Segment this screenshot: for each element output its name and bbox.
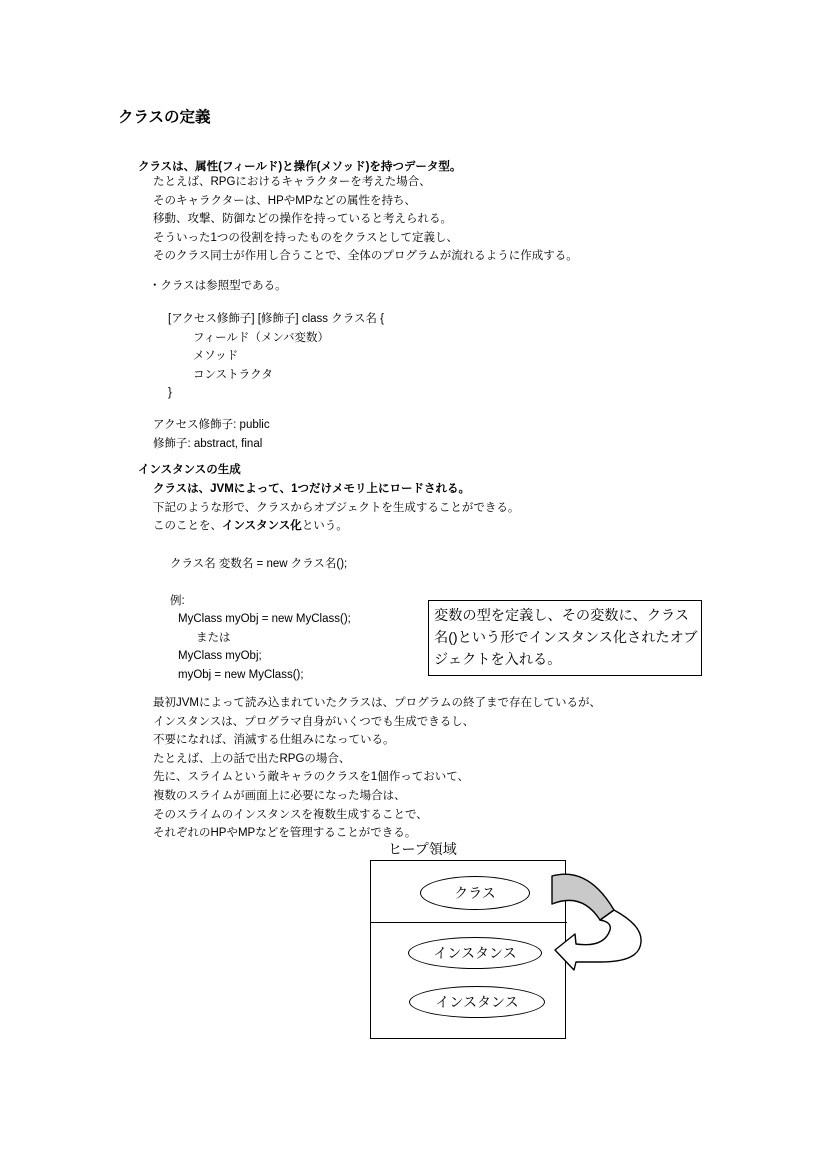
intro-line: そういった1つの役割を持ったものをクラスとして定義し、 [153,231,459,244]
instance-intro [153,480,519,536]
lifecycle-line: インスタンスは、プログラマ自身がいくつでも生成できるし、 [153,715,475,728]
intro-paragraph [153,173,578,266]
line-prefix: このことを、 [153,520,222,533]
lifecycle-line: それぞれのHPやMPなどを管理することができる。 [153,827,417,840]
example-code-block [178,610,351,684]
instance-ellipse-label: インスタンス [433,945,517,961]
arrow-upper-band [552,874,614,920]
instance-ellipse [409,986,545,1018]
instantiation-syntax: クラス名 変数名 = new クラス名(); [170,558,348,570]
line-suffix: という。 [301,520,348,533]
intro-line: たとえば、RPGにおけるキャラクターを考えた場合、 [153,176,431,188]
syntax-line: メソッド [193,350,239,363]
example-code-line: myObj = new MyClass(); [178,668,304,681]
intro-heading: クラスは、属性(フィールド)と操作(メソッド)を持つデータ型。 [138,161,462,173]
instance-intro-line: 下記のような形で、クラスからオブジェクトを生成することができる。 [153,501,520,514]
modifier-note-line: アクセス修飾子: public [153,419,270,431]
instantiation-term: インスタンス化 [222,520,302,533]
lifecycle-line: たとえば、上の話で出たRPGの場合、 [153,752,351,765]
intro-line: 移動、攻撃、防御などの操作を持っていると考えられる。 [153,213,452,226]
example-label: 例: [170,595,185,607]
class-ellipse [420,876,530,910]
reference-type-note: ・クラスは参照型である。 [149,280,287,292]
modifier-notes [153,416,270,453]
heap-area-label: ヒープ領域 [388,841,457,857]
syntax-line: フィールド（メンバ変数） [193,331,330,344]
lifecycle-line: 先に、スライムという敵キャラのクラスを1個作っておいて、 [153,771,469,784]
callout-line: 名()という形でインスタンス化されたオブ [434,630,698,646]
example-code-line: または [196,631,231,644]
arrow-lower-part [555,910,641,970]
instance-ellipse-label: インスタンス [435,994,519,1010]
syntax-line: コンストラクタ [193,368,273,381]
callout-line: 変数の型を定義し、その変数に、クラス [434,608,689,624]
intro-line: そのクラス同士が作用し合うことで、全体のプログラムが流れるように作成する。 [153,250,578,263]
syntax-line: } [168,387,172,400]
class-ellipse-label: クラス [454,885,496,901]
page-title: クラスの定義 [118,109,211,126]
example-code-line: MyClass myObj; [178,650,262,663]
instance-section-heading: インスタンスの生成 [138,464,241,476]
callout-line: ジェクトを入れる。 [434,652,562,668]
class-syntax-block [168,310,384,403]
heap-divider-line [370,922,567,923]
lifecycle-line: そのスライムのインスタンスを複数生成することで、 [153,808,428,821]
syntax-line: [アクセス修飾子] [修飾子] class クラス名 { [168,313,384,325]
lifecycle-paragraph [153,694,601,843]
instance-ellipse [408,937,542,969]
intro-line: そのキャラクターは、HPやMPなどの属性を持ち、 [153,194,416,207]
callout-box [428,600,702,676]
example-code-line: MyClass myObj = new MyClass(); [178,613,351,625]
lifecycle-line: 複数のスライムが画面上に必要になった場合は、 [153,789,406,802]
lifecycle-line: 最初JVMによって読み込まれていたクラスは、プログラムの終了まで存在しているが、 [153,697,602,709]
lifecycle-line: 不要になれば、消滅する仕組みになっている。 [153,734,395,747]
instance-intro-line: クラスは、JVMによって、1つだけメモリ上にロードされる。 [153,483,470,495]
modifier-note-line: 修飾子: abstract, final [153,437,263,450]
instantiation-arrow-icon [540,860,670,1000]
instance-intro-line [153,517,519,536]
